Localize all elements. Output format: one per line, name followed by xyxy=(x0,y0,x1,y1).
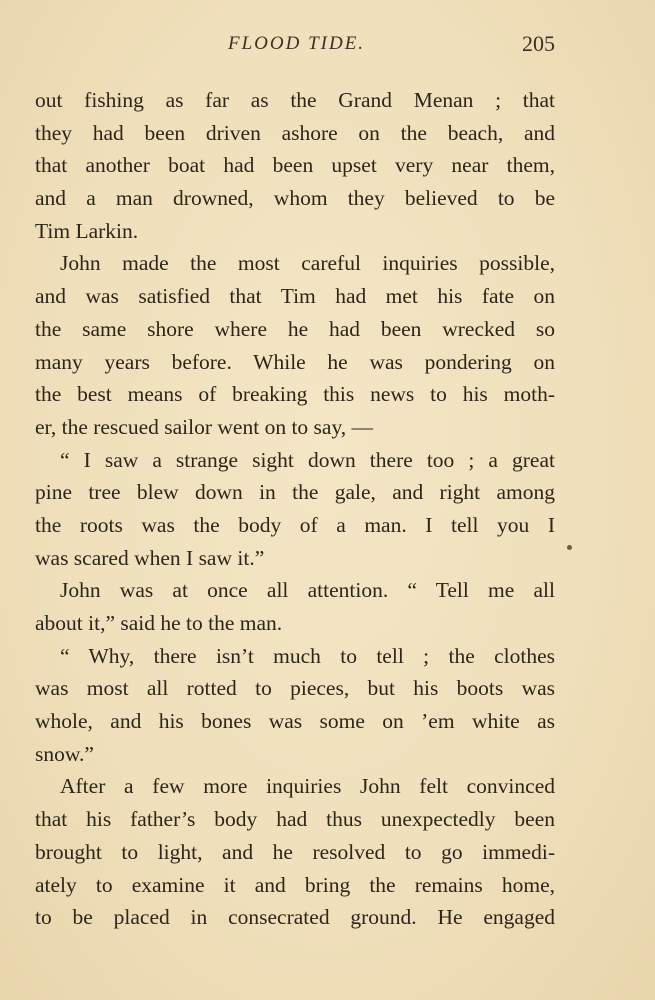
text-line: was most all rotted to pieces, but his boots was xyxy=(35,676,555,701)
running-title: FLOOD TIDE. xyxy=(228,33,366,54)
text-line: ately to examine it and bring the remains home, xyxy=(35,872,555,897)
text-line: out fishing as far as the Grand Menan ; that xyxy=(35,88,555,112)
text-line: to be placed in consecrated ground. He engaged xyxy=(35,905,555,930)
text-line: “ I saw a strange sight down there too ; a great xyxy=(60,447,555,472)
text-line: that another boat had been upset very near them, xyxy=(35,153,555,178)
paper-speck xyxy=(567,545,572,550)
text-line: the same shore where he had been wrecked so xyxy=(35,316,555,341)
text-line: er, the rescued sailor went on to say, — xyxy=(35,414,374,439)
page-number: 205 xyxy=(522,31,555,56)
text-line: and was satisfied that Tim had met his fate on xyxy=(35,284,555,309)
body-text xyxy=(35,84,555,934)
text-line: “ Why, there isn’t much to tell ; the clothes xyxy=(60,643,555,668)
text-line: was scared when I saw it.” xyxy=(35,545,265,570)
text-line: snow.” xyxy=(35,741,94,766)
text-line: many years before. While he was pondering on xyxy=(35,349,555,374)
text-line: After a few more inquiries John felt convinced xyxy=(60,774,555,799)
text-line: the best means of breaking this news to his moth- xyxy=(35,382,555,407)
text-line: that his father’s body had thus unexpectedly been xyxy=(35,807,555,832)
text-line: they had been driven ashore on the beach, and xyxy=(35,120,555,145)
text-line: the roots was the body of a man. I tell you I xyxy=(35,512,555,537)
text-line: pine tree blew down in the gale, and right among xyxy=(35,480,555,505)
text-line: John made the most careful inquiries possible, xyxy=(60,251,555,276)
text-line: Tim Larkin. xyxy=(35,218,139,243)
text-line: John was at once all attention. “ Tell me all xyxy=(60,578,555,603)
text-line: whole, and his bones was some on ’em white as xyxy=(35,709,555,734)
text-line: about it,” said he to the man. xyxy=(35,611,283,635)
text-line: brought to light, and he resolved to go immedi- xyxy=(35,839,555,864)
text-line: and a man drowned, whom they believed to be xyxy=(35,186,555,211)
running-head xyxy=(0,33,655,57)
